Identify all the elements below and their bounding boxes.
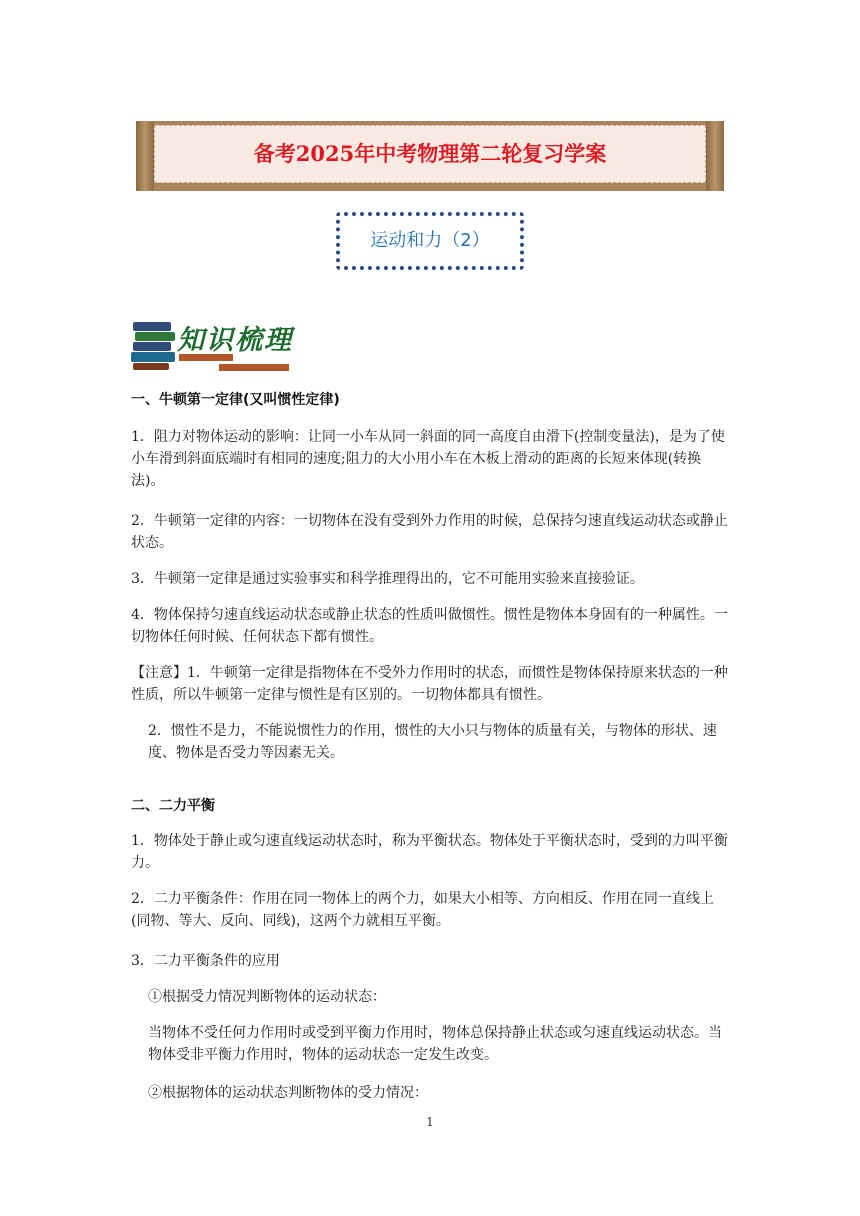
paragraph: 3．二力平衡条件的应用	[131, 953, 280, 969]
chapter-subtitle: 运动和力（2）	[336, 212, 524, 270]
section-logo-text: 知识梳理	[177, 325, 293, 356]
note-paragraph: 2．惯性不是力，不能说惯性力的作用，惯性的大小只与物体的质量有关，与物体的形状、速度、物体是否受力等因素无关。	[148, 723, 717, 761]
banner-frame-right	[706, 121, 724, 191]
note-paragraph: 【注意】1．牛顿第一定律是指物体在不受外力作用时的状态，而惯性是物体保持原来状态的一种性质，所以牛顿第一定律与惯性是有区别的。一切物体都具有惯性。	[131, 665, 728, 703]
paragraph: 1．物体处于静止或匀速直线运动状态时，称为平衡状态。物体处于平衡状态时，受到的力叫平衡力。	[131, 833, 728, 871]
sub-paragraph: 当物体不受任何力作用时或受到平衡力作用时，物体总保持静止状态或匀速直线运动状态。当物体受非平衡力作用时，物体的运动状态一定发生改变。	[148, 1025, 722, 1063]
document-title: 备考2025年中考物理第二轮复习学案	[253, 141, 607, 166]
paragraph: 4．物体保持匀速直线运动状态或静止状态的性质叫做惯性。惯性是物体本身固有的一种属性。一切物体任何时候、任何状态下都有惯性。	[131, 607, 728, 645]
paragraph: 2．牛顿第一定律的内容：一切物体在没有受到外力作用的时候，总保持匀速直线运动状态或静止状态。	[131, 513, 728, 551]
paragraph: 3．牛顿第一定律是通过实验事实和科学推理得出的，它不可能用实验来直接验证。	[131, 571, 644, 587]
section-heading-newton: 一、牛顿第一定律(又叫惯性定律)	[131, 392, 340, 408]
section-heading-balance: 二、二力平衡	[131, 798, 215, 814]
banner-frame-left	[136, 121, 154, 191]
paragraph: 2．二力平衡条件：作用在同一物体上的两个力，如果大小相等、方向相反、作用在同一直线上(同物、等大、反向、同线)，这两个力就相互平衡。	[131, 891, 714, 929]
paragraph: 1．阻力对物体运动的影响：让同一小车从同一斜面的同一高度自由滑下(控制变量法)，是为了使小车滑到斜面底端时有相同的速度;阻力的大小用小车在木板上滑动的距离的长短来体现(转换法)。	[131, 429, 725, 489]
page-number: 1	[426, 1115, 434, 1129]
sub-paragraph: ①根据受力情况判断物体的运动状态：	[148, 989, 386, 1005]
sub-paragraph: ②根据物体的运动状态判断物体的受力情况：	[148, 1085, 428, 1101]
